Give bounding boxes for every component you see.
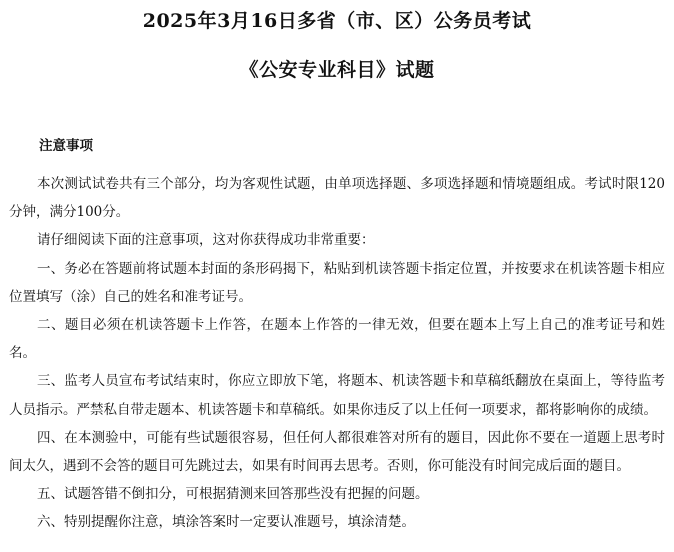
notice-item-5: 五、试题答错不倒扣分，可根据猜测来回答那些没有把握的问题。 — [37, 486, 429, 503]
notice-item-4: 四、在本测验中，可能有些试题很容易，但任何人都很难答对所有的题目，因此你不要在一道题上思考时间太久，遇到不会答的题目可先跳过去，如果有时间再去思考。否则，你可能没有时间完成后面的题目。 — [9, 429, 665, 475]
exam-title: 2025年3月16日多省（市、区）公务员考试 — [142, 10, 532, 32]
notice-item-1: 一、务必在答题前将试题本封面的条形码揭下，粘贴到机读答题卡指定位置，并按要求在机读答题卡相应位置填写（涂）自己的姓名和准考证号。 — [9, 260, 665, 305]
notice-item-6: 六、特别提醒你注意，填涂答案时一定要认准题号，填涂清楚。 — [37, 514, 415, 531]
notice-heading: 注意事项 — [39, 138, 93, 154]
notice-paragraph-intro: 本次测试试卷共有三个部分，均为客观性试题，由单项选择题、多项选择题和情境题组成。考试时限120分钟，满分100分。 — [9, 176, 665, 221]
notice-item-3: 三、监考人员宣布考试结束时，你应立即放下笔，将题本、机读答题卡和草稿纸翻放在桌面上，等待监考人员指示。严禁私自带走题本、机读答题卡和草稿纸。如果你违反了以上任何一项要求，都将影响你的成绩。 — [9, 373, 665, 418]
notice-paragraph-read-carefully: 请仔细阅读下面的注意事项，这对你获得成功非常重要： — [37, 232, 375, 249]
exam-subject-title: 《公安专业科目》试题 — [239, 59, 435, 81]
notice-body — [9, 170, 665, 537]
notice-item-2: 二、题目必须在机读答题卡上作答，在题本上作答的一律无效，但要在题本上写上自己的准考证号和姓名。 — [9, 317, 665, 362]
